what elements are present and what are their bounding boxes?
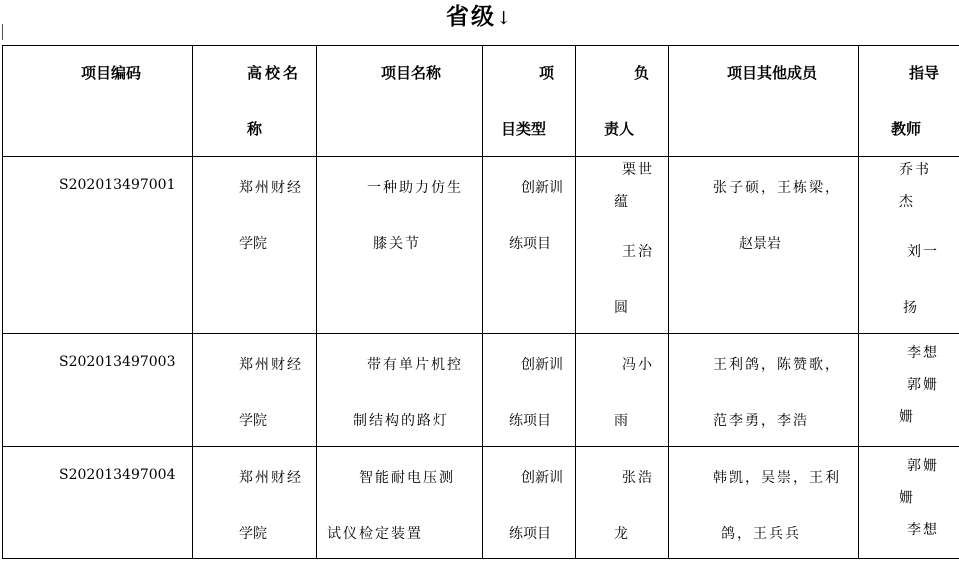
- header-type: [483, 46, 576, 157]
- name-line-2: 试仪检定装置: [327, 526, 423, 542]
- members-line-1: 韩凯，吴崇，王利: [713, 470, 841, 486]
- advisor-line-2: 郭姗: [907, 377, 939, 393]
- advisor-line-3: 姗: [899, 409, 913, 425]
- cell-advisor: [859, 157, 959, 334]
- type-line-2: 练项目: [509, 413, 551, 429]
- page-title-text: 省级: [445, 3, 496, 30]
- page-title: [0, 0, 959, 36]
- name-line-2: 膝关节: [373, 236, 421, 252]
- cell-type: [483, 157, 576, 334]
- header-name-label: 项目名称: [381, 64, 442, 82]
- header-leader: [576, 46, 669, 157]
- members-line-2: 范李勇，李浩: [713, 413, 809, 429]
- type-line-2: 练项目: [509, 236, 551, 252]
- members-line-2: 赵景岩: [739, 236, 781, 252]
- cell-leader: [576, 157, 669, 334]
- cell-name: [317, 334, 483, 447]
- header-name: [317, 46, 483, 157]
- header-leader-label-1: 负: [634, 64, 650, 82]
- project-table: [2, 45, 959, 559]
- advisor-line-2: 杰: [899, 194, 913, 210]
- header-advisor-label-1: 指导: [909, 64, 940, 82]
- header-row: [3, 46, 959, 157]
- advisor-line-2: 姗: [899, 490, 913, 506]
- school-line-1: 郑州财经: [239, 180, 303, 196]
- type-line-2: 练项目: [509, 526, 551, 542]
- header-advisor-label-2: 教师: [891, 120, 922, 138]
- table-row: [3, 334, 959, 447]
- header-school: [193, 46, 317, 157]
- cell-code: [3, 334, 193, 447]
- header-school-label-2: 称: [247, 120, 263, 138]
- leader-line-1: 张浩: [622, 470, 654, 486]
- header-code: [3, 46, 193, 157]
- advisor-line-1: 乔书: [899, 162, 931, 178]
- name-line-1: 带有单片机控: [367, 357, 463, 373]
- school-line-2: 学院: [239, 413, 267, 429]
- type-line-1: 创新训: [521, 470, 563, 486]
- header-school-label-1: 高校名: [247, 64, 302, 82]
- type-line-1: 创新训: [521, 357, 563, 373]
- leader-line-1: 冯小: [622, 357, 654, 373]
- advisor-line-3: 刘一: [907, 244, 939, 260]
- cell-leader: [576, 334, 669, 447]
- header-type-label-2: 目类型: [501, 120, 547, 138]
- members-line-2: 鸽，王兵兵: [721, 526, 801, 542]
- cell-members: [669, 157, 859, 334]
- school-line-1: 郑州财经: [239, 357, 303, 373]
- advisor-line-4: 扬: [903, 300, 917, 316]
- cell-type: [483, 447, 576, 559]
- table-row: [3, 157, 959, 334]
- leader-line-3: 王治: [622, 244, 654, 260]
- leader-line-2: 蕴: [614, 194, 628, 210]
- school-line-2: 学院: [239, 236, 267, 252]
- project-code: S202013497003: [59, 354, 176, 370]
- cell-members: [669, 334, 859, 447]
- name-line-1: 智能耐电压测: [359, 470, 455, 486]
- advisor-line-1: 郭姗: [907, 458, 939, 474]
- header-members: [669, 46, 859, 157]
- header-leader-label-2: 责人: [604, 120, 635, 138]
- cell-type: [483, 334, 576, 447]
- leader-line-2: 雨: [614, 413, 628, 429]
- paragraph-mark: ↓: [495, 8, 514, 29]
- header-code-label: 项目编码: [81, 64, 142, 82]
- cell-school: [193, 334, 317, 447]
- cell-members: [669, 447, 859, 559]
- members-line-1: 王利鸽，陈赞歌，: [713, 357, 841, 373]
- leader-line-2: 龙: [614, 526, 628, 542]
- cell-code: [3, 157, 193, 334]
- type-line-1: 创新训: [521, 180, 563, 196]
- cell-school: [193, 447, 317, 559]
- header-advisor: [859, 46, 959, 157]
- advisor-line-3: 李想: [907, 522, 939, 538]
- header-type-label-1: 项: [539, 64, 555, 82]
- cell-advisor: [859, 334, 959, 447]
- cell-leader: [576, 447, 669, 559]
- project-code: S202013497001: [59, 177, 176, 193]
- members-line-1: 张子硕，王栋梁，: [713, 180, 841, 196]
- cell-name: [317, 157, 483, 334]
- leader-line-4: 圆: [614, 300, 628, 316]
- cell-school: [193, 157, 317, 334]
- advisor-line-1: 李想: [907, 345, 939, 361]
- name-line-1: 一种助力仿生: [367, 180, 463, 196]
- cell-name: [317, 447, 483, 559]
- cell-advisor: [859, 447, 959, 559]
- cell-code: [3, 447, 193, 559]
- table-row: [3, 447, 959, 559]
- leader-line-1: 栗世: [622, 162, 654, 178]
- name-line-2: 制结构的路灯: [353, 413, 449, 429]
- school-line-2: 学院: [239, 526, 267, 542]
- project-code: S202013497004: [59, 467, 176, 483]
- header-members-label: 项目其他成员: [727, 64, 818, 82]
- school-line-1: 郑州财经: [239, 470, 303, 486]
